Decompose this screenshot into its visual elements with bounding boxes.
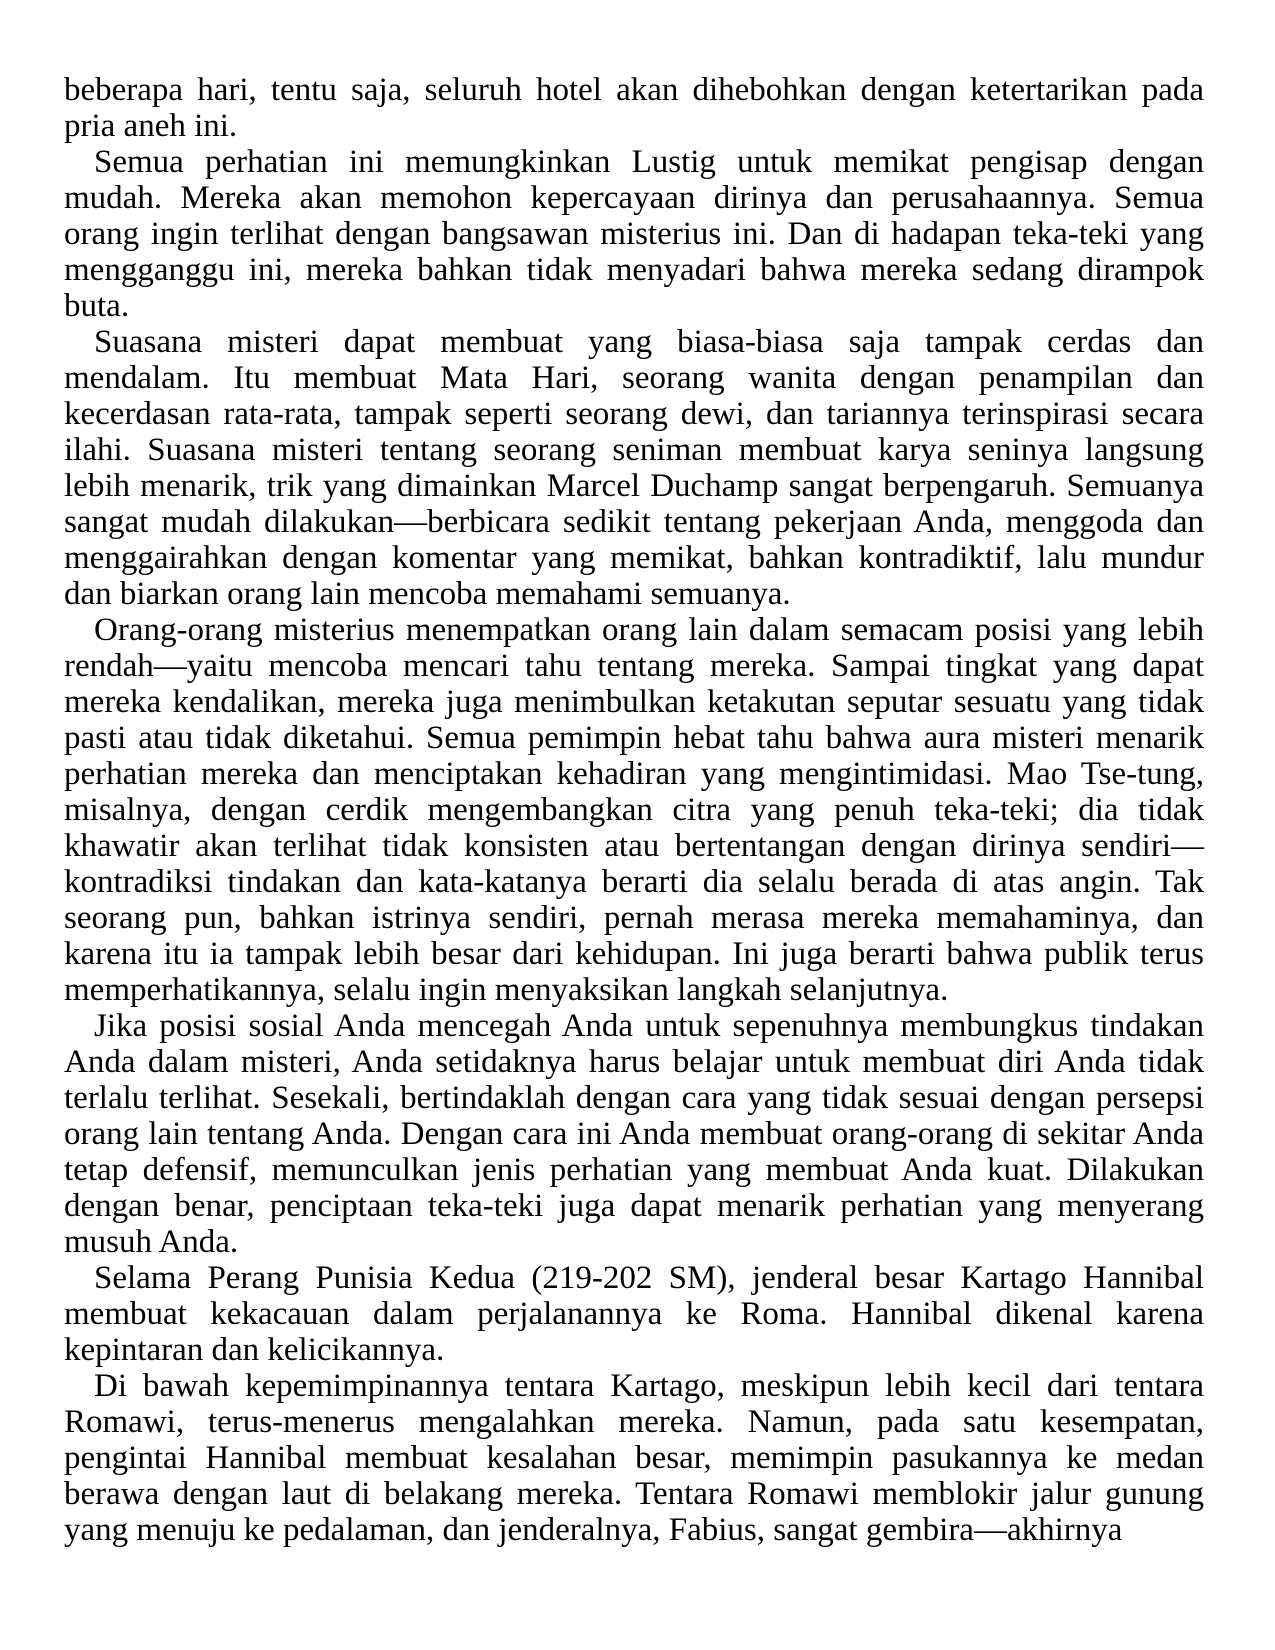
paragraph: Selama Perang Punisia Kedua (219-202 SM), jenderal besar Kartago Hannibal membuat kekacauan dalam perjalanannya ke Roma. Hannibal dikenal karena kepintaran dan kelicikannya. <box>64 1260 1204 1368</box>
paragraph: Semua perhatian ini memungkinkan Lustig untuk memikat pengisap dengan mudah. Mereka akan memohon kepercayaan dirinya dan perusahaannya. Semua orang ingin terlihat dengan bangsawan misterius ini. Dan di hadapan teka-teki yang mengganggu ini, mereka bahkan tidak menyadari bahwa mereka sedang dirampok buta. <box>64 144 1204 324</box>
paragraph: Jika posisi sosial Anda mencegah Anda untuk sepenuhnya membungkus tindakan Anda dalam misteri, Anda setidaknya harus belajar untuk membuat diri Anda tidak terlalu terlihat. Sesekali, bertindaklah dengan cara yang tidak sesuai dengan persepsi orang lain tentang Anda. Dengan cara ini Anda membuat orang-orang di sekitar Anda tetap defensif, memunculkan jenis perhatian yang membuat Anda kuat. Dilakukan dengan benar, penciptaan teka-teki juga dapat menarik perhatian yang menyerang musuh Anda. <box>64 1008 1204 1260</box>
paragraph: Suasana misteri dapat membuat yang biasa-biasa saja tampak cerdas dan mendalam. Itu membuat Mata Hari, seorang wanita dengan penampilan dan kecerdasan rata-rata, tampak seperti seorang dewi, dan tariannya terinspirasi secara ilahi. Suasana misteri tentang seorang seniman membuat karya seninya langsung lebih menarik, trik yang dimainkan Marcel Duchamp sangat berpengaruh. Semuanya sangat mudah dilakukan—berbicara sedikit tentang pekerjaan Anda, menggoda dan menggairahkan dengan komentar yang memikat, bahkan kontradiktif, lalu mundur dan biarkan orang lain mencoba memahami semuanya. <box>64 324 1204 612</box>
page-text-block <box>64 72 1204 1548</box>
paragraph: Di bawah kepemimpinannya tentara Kartago, meskipun lebih kecil dari tentara Romawi, terus-menerus mengalahkan mereka. Namun, pada satu kesempatan, pengintai Hannibal membuat kesalahan besar, memimpin pasukannya ke medan berawa dengan laut di belakang mereka. Tentara Romawi memblokir jalur gunung yang menuju ke pedalaman, dan jenderalnya, Fabius, sangat gembira—akhirnya <box>64 1368 1204 1548</box>
paragraph: beberapa hari, tentu saja, seluruh hotel akan dihebohkan dengan ketertarikan pada pria aneh ini. <box>64 72 1204 144</box>
paragraph: Orang-orang misterius menempatkan orang lain dalam semacam posisi yang lebih rendah—yaitu mencoba mencari tahu tentang mereka. Sampai tingkat yang dapat mereka kendalikan, mereka juga menimbulkan ketakutan seputar sesuatu yang tidak pasti atau tidak diketahui. Semua pemimpin hebat tahu bahwa aura misteri menarik perhatian mereka dan menciptakan kehadiran yang mengintimidasi. Mao Tse-tung, misalnya, dengan cerdik mengembangkan citra yang penuh teka-teki; dia tidak khawatir akan terlihat tidak konsisten atau bertentangan dengan dirinya sendiri—kontradiksi tindakan dan kata-katanya berarti dia selalu berada di atas angin. Tak seorang pun, bahkan istrinya sendiri, pernah merasa mereka memahaminya, dan karena itu ia tampak lebih besar dari kehidupan. Ini juga berarti bahwa publik terus memperhatikannya, selalu ingin menyaksikan langkah selanjutnya. <box>64 612 1204 1008</box>
